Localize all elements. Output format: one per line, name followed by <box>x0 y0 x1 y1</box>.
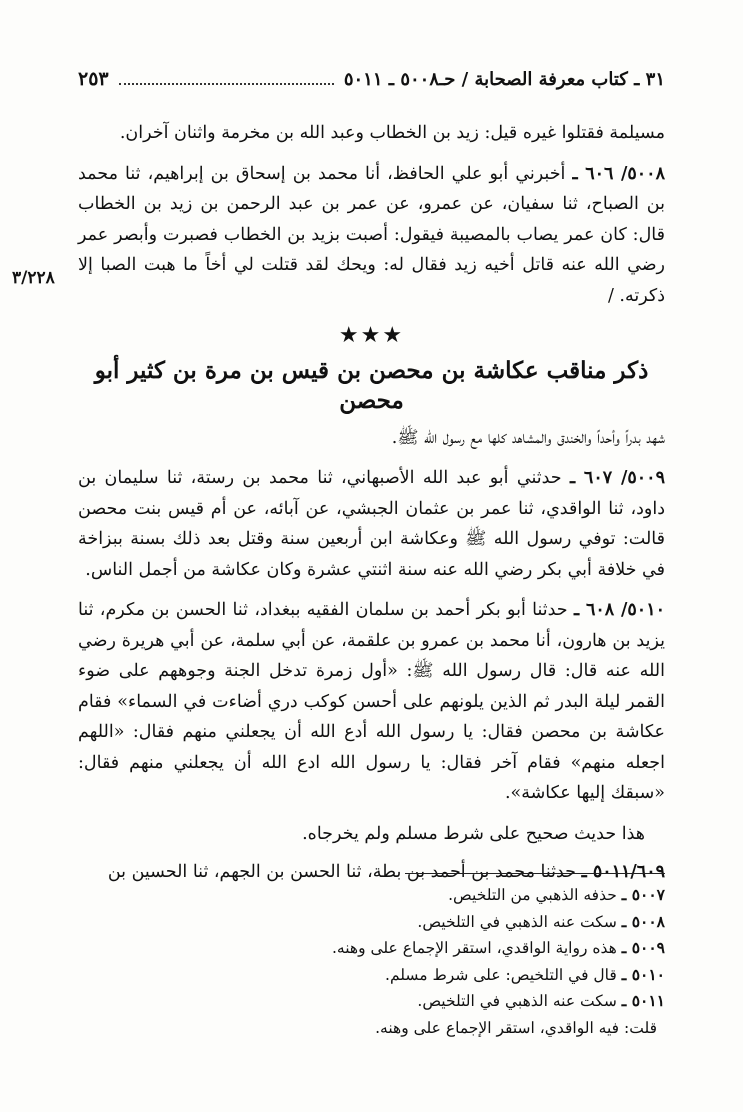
hadith-number: ٥٠٠٩/ ٦٠٧ ـ <box>569 468 665 488</box>
footnotes <box>180 882 665 1041</box>
footnote-item <box>180 962 665 989</box>
footnote-number: ٥٠٠٩ ـ <box>621 938 665 957</box>
page-body <box>78 118 665 898</box>
footnote-text: هذه رواية الواقدي، استقر الإجماع على وهنه. <box>332 939 617 957</box>
page-number: ٢٥٣ <box>78 68 109 90</box>
footnote-text: حذفه الذهبي من التلخيص. <box>448 886 617 904</box>
hadith-text: حدثنا محمد بن أحمد بن بطة، ثنا الحسن بن الجهم، ثنا الحسين بن <box>107 862 576 882</box>
paragraph-continuation <box>78 118 665 149</box>
hadith-text: أخبرني أبو علي الحافظ، أنا محمد بن إسحاق بن إبراهيم، ثنا محمد بن الصباح، ثنا سفيان، عن عمرو، عن عمر بن عبد الرحمن بن زيد بن الخطاب قال: كان عمر يصاب بالمصيبة فيقول: أصبت بزيد بن الخطاب فصبرت وأبصر عمر رضي الله عنه قاتل أخيه زيد فقال له: ويحك لقد قتلت لي أخاً ما هبت الصبا إلا ذكرته. / <box>78 163 665 306</box>
section-subtitle: شهد بدراً وأحداً والخندق والمشاهد كلها مع رسول الله ﷺ. <box>391 427 665 448</box>
hadith-5009 <box>78 463 665 585</box>
header-title: ٣١ ـ كتاب معرفة الصحابة / حـ٥٠٠٨ ـ ٥٠١١ <box>343 69 665 90</box>
footnote-text: سكت عنه الذهبي في التلخيص. <box>417 992 617 1010</box>
hadith-verdict: هذا حديث صحيح على شرط مسلم ولم يخرجاه. <box>302 823 645 844</box>
hadith-5008 <box>78 159 665 312</box>
paragraph-text: مسيلمة فقتلوا غيره قيل: زيد بن الخطاب وعبد الله بن مخرمة واثنان آخران. <box>119 123 665 143</box>
hadith-number: ٥٠١٠/ ٦٠٨ ـ <box>573 600 665 620</box>
section-title: ذكر مناقب عكاشة بن محصن بن قيس بن مرة بن كثير أبو محصن <box>94 356 649 414</box>
footnote-text: سكت عنه الذهبي في التلخيص. <box>417 912 617 931</box>
footnote-divider <box>405 873 665 874</box>
footnote-item <box>180 935 665 962</box>
footnote-remark: قلت: فيه الواقدي، استقر الإجماع على وهنه. <box>375 1018 657 1037</box>
header-dot-leader <box>119 83 334 85</box>
footnote-number: ٥٠٠٧ ـ <box>621 885 665 904</box>
footnote-item <box>180 909 665 936</box>
section-separator-stars: ★★★ <box>338 323 405 348</box>
hadith-text: حدثنا أبو بكر أحمد بن سلمان الفقيه ببغداد، ثنا الحسن بن مكرم، ثنا يزيد بن هارون، أنا محمد بن عمرو بن علقمة، عن أبي سلمة، عن أبي هريرة رضي الله عنه قال: قال رسول الله ﷺ: «أول زمرة تدخل الجنة وجوههم على ضوء القمر ليلة البدر ثم الذين يلونهم على أحسن كوكب دري أضاءت في السماء» فقام عكاشة بن محصن فقال: يا رسول الله أدع الله أن يجعلني منهم فقال: «اللهم اجعله منهم» فقام آخر فقال: يا رسول الله ادع الله أن يجعلني منهم فقال: «سبقك إليها عكاشة». <box>78 600 665 803</box>
footnote-item <box>180 988 665 1015</box>
footnote-number: ٥٠٠٨ ـ <box>621 911 665 931</box>
footnote-number: ٥٠١١ ـ <box>621 991 665 1010</box>
footnote-number: ٥٠١٠ ـ <box>621 964 665 984</box>
hadith-number: ٥٠٠٨/ ٦٠٦ ـ <box>572 163 665 184</box>
footnote-item <box>180 882 665 909</box>
volume-page-reference: ٣/٢٢٨ <box>12 268 55 288</box>
hadith-number: ٥٠١١/٦٠٩ ـ <box>581 862 665 882</box>
footnote-text: قال في التلخيص: على شرط مسلم. <box>385 965 617 984</box>
running-header <box>78 68 665 90</box>
hadith-5010 <box>78 595 665 809</box>
hadith-text: حدثني أبو عبد الله الأصبهاني، ثنا محمد بن رستة، ثنا سليمان بن داود، ثنا الواقدي، ثنا عمر بن عثمان الجبشي، عن آبائه، عن أم قيس بنت محصن قالت: توفي رسول الله ﷺ وعكاشة ابن أربعين سنة وقتل بعد ذلك بسنة ببزاخة في خلافة أبي بكر رضي الله عنه سنة اثنتي عشرة وكان عكاشة من أجمل الناس. <box>78 468 665 580</box>
